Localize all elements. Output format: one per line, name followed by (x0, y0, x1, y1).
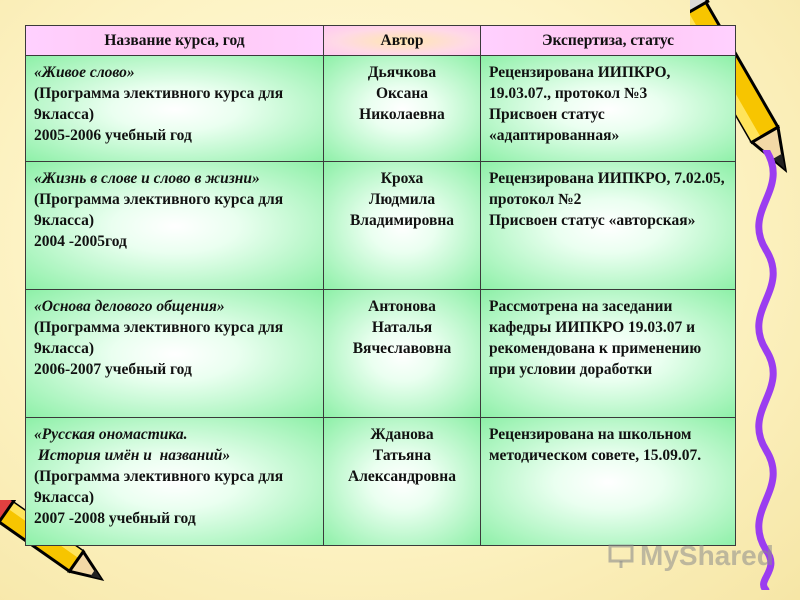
author-surname: Дьячкова (367, 64, 437, 81)
author-surname: Антонова (368, 298, 436, 315)
table-row (26, 418, 736, 546)
site-watermark (608, 538, 778, 574)
course-title: «Основа делового общения» (34, 298, 225, 315)
course-year: 2007 -2008 учебный год (34, 510, 196, 527)
courses-table (25, 25, 736, 546)
course-program: (Программа элективного курса для 9класса) (34, 191, 284, 229)
author-patronymic: Николаевна (359, 106, 445, 123)
course-title: «Русская ономастика. (34, 426, 188, 443)
header-author: Автор (324, 26, 481, 56)
author-cell (324, 418, 481, 546)
status-review: Рецензирована ИИПКРО, 19.03.07., протокол №3 (489, 64, 671, 102)
author-name: Людмила (368, 191, 436, 208)
course-title: «Жизнь в слове и слово в жизни» (34, 170, 260, 187)
table-row (26, 162, 736, 290)
header-course: Название курса, год (26, 26, 324, 56)
header-review: Экспертиза, статус (481, 26, 736, 56)
course-program: (Программа элективного курса для 9класса) (34, 319, 284, 357)
author-patronymic: Владимировна (349, 212, 455, 229)
author-surname: Кроха (380, 170, 424, 187)
author-cell (324, 56, 481, 162)
status-assigned: Присвоен статус «адаптированная» (489, 106, 620, 144)
table-row (26, 56, 736, 162)
author-surname: Жданова (370, 426, 434, 443)
status-assigned: Присвоен статус «авторская» (489, 212, 696, 229)
status-cell (481, 290, 736, 418)
course-year: 2006-2007 учебный год (34, 361, 192, 378)
course-title: «Живое слово» (34, 64, 135, 81)
course-cell (26, 162, 324, 290)
course-program: (Программа элективного курса для 9класса) (34, 85, 284, 123)
author-name: Оксана (375, 85, 429, 102)
status-cell (481, 56, 736, 162)
table-header-row (26, 26, 736, 56)
status-review: Рассмотрена на заседании кафедры ИИПКРО 19.03.07 и рекомендована к применению при условии доработки (489, 298, 702, 378)
presentation-board-icon (608, 543, 634, 569)
author-cell (324, 290, 481, 418)
table-row (26, 290, 736, 418)
course-program: (Программа элективного курса для 9класса) (34, 468, 284, 506)
course-year: 2005-2006 учебный год (34, 127, 192, 144)
course-cell (26, 56, 324, 162)
course-cell (26, 290, 324, 418)
status-review: Рецензирована на школьном методическом совете, 15.09.07. (489, 426, 702, 464)
course-title-continued: История имён и названий» (34, 447, 231, 464)
author-patronymic: Александровна (348, 468, 456, 485)
status-cell (481, 418, 736, 546)
status-review: Рецензирована ИИПКРО, 7.02.05, протокол №2 (489, 170, 725, 208)
author-name: Татьяна (372, 447, 432, 464)
course-cell (26, 418, 324, 546)
author-cell (324, 162, 481, 290)
author-name: Наталья (371, 319, 433, 336)
author-patronymic: Вячеславовна (352, 340, 452, 357)
status-cell (481, 162, 736, 290)
watermark-text: MyShared (640, 540, 774, 571)
ribbon-icon (736, 150, 796, 590)
course-year: 2004 -2005год (34, 233, 127, 250)
